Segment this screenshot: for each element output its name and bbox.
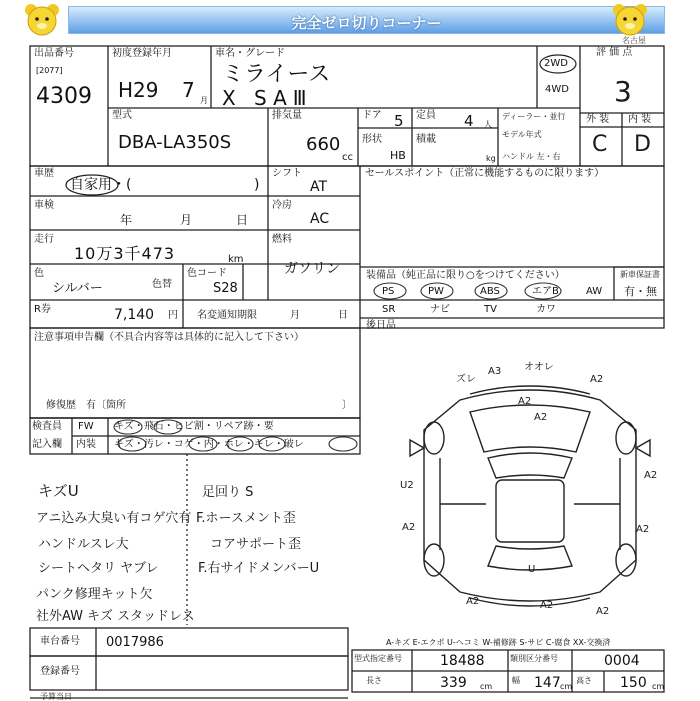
ac-label: 冷房	[272, 200, 292, 211]
diagram-mark: ズレ	[456, 374, 476, 385]
displacement-unit: cc	[342, 152, 353, 163]
repair-label: 修復歴 有〔箇所	[46, 400, 126, 411]
first-reg-label: 初度登録年月	[112, 48, 172, 59]
inspection-month: 月	[180, 213, 193, 227]
diagram-mark: A2	[402, 522, 416, 533]
handle-label: ハンドル 左・右	[502, 152, 561, 161]
history-value: 自家用・(	[70, 177, 132, 193]
lot-number: 4309	[36, 84, 92, 109]
type-label: 型式指定番号	[354, 654, 402, 663]
color-label: 色	[34, 268, 44, 279]
history-label: 車歴	[34, 168, 54, 179]
diagram-mark: A2	[636, 524, 650, 535]
class-value: 0004	[604, 653, 640, 669]
interior-label: 内 装	[628, 114, 652, 125]
fw-items: キズ・飛石・ヒビ割・リペア跡・要	[114, 421, 274, 432]
drive-4wd: 4WD	[545, 84, 569, 95]
fw-label: FW	[78, 421, 94, 432]
diagram-mark: A2	[534, 412, 548, 423]
remark-line-right: コアサポート歪	[210, 537, 302, 552]
interior-grade: D	[634, 132, 651, 157]
width-value: 147	[534, 675, 561, 691]
shift-value: AT	[310, 179, 328, 195]
dealer-label: ディーラー・並行	[502, 112, 566, 121]
chassis-label: 車台番号	[40, 636, 80, 647]
remark-line-right: F.右サイドメンバーU	[198, 561, 320, 576]
remark-line: 社外AW キズ スタッドレス	[36, 609, 195, 624]
rating-label: 評 価 点	[596, 47, 633, 58]
height-label: 高さ	[576, 676, 592, 685]
remark-line: キズU	[38, 482, 79, 500]
ac-value: AC	[310, 211, 330, 227]
header-title: 完全ゼロ切りコーナー	[291, 14, 442, 32]
diagram-mark: オオレ	[524, 362, 554, 373]
color-code: S28	[213, 281, 238, 296]
interior-items: キズ・汚レ・コゲ・内・ホレ・キレ・破レ	[114, 439, 304, 450]
load-unit: kg	[486, 154, 496, 163]
remark-line: ハンドルスレ大	[38, 537, 129, 552]
equip-tv: TV	[484, 304, 497, 315]
equipment-label: 装備品（純正品に限り○をつけてください）	[366, 270, 565, 281]
recycle-value: 7,140	[114, 307, 155, 323]
rear-seat-label: 後日品	[366, 320, 396, 331]
color-change-label: 色替	[152, 279, 172, 290]
load-label: 積載	[416, 134, 436, 145]
doors-label: ドア	[362, 110, 382, 121]
mileage-value: 10万3千473	[74, 244, 176, 263]
recycle-unit: 円	[168, 310, 178, 321]
sales-point-label: セールスポイント（正常に機能するものに限ります）	[365, 168, 605, 179]
car-grade: X SAⅢ	[222, 86, 313, 110]
repair-close: 〕	[342, 400, 352, 411]
top-right-note: 名古屋	[622, 36, 646, 45]
equip-pw: PW	[428, 286, 444, 297]
model-label: 型式	[112, 110, 132, 121]
drive-2wd: 2WD	[544, 58, 568, 69]
diagram-mark: A2	[590, 374, 604, 385]
height-unit: cm	[652, 682, 665, 691]
capacity-label: 定員	[416, 110, 436, 121]
equip-leather: カワ	[536, 304, 556, 315]
car-name: ミライース	[222, 62, 331, 87]
length-unit: cm	[480, 682, 493, 691]
fuel-label: 燃料	[272, 234, 292, 245]
remark-line: アニ込み大臭い有コゲ穴有	[36, 511, 192, 526]
damage-legend: A-キズ E-エクボ U-ヘコミ W-補修跡 S-サビ C-腐食 XX-交換済	[386, 638, 611, 647]
shift-label: シフト	[272, 168, 302, 179]
equip-sr: SR	[382, 304, 396, 315]
entry-label: 記入欄	[32, 439, 62, 450]
first-reg-era: H29	[118, 78, 159, 102]
length-value: 339	[440, 675, 467, 691]
diagram-mark: A2	[466, 596, 480, 607]
bottom-cut-label: 予算当日	[40, 692, 72, 701]
registration-label: 登録番号	[40, 666, 80, 677]
diagram-mark: U	[528, 564, 536, 575]
type-value: 18488	[440, 653, 485, 669]
lot-sub: [2077]	[36, 66, 63, 75]
remark-line-right: 足回り S	[202, 485, 254, 500]
displacement-value: 660	[306, 134, 341, 155]
fuel-value: ガソリン	[284, 261, 340, 277]
inspection-year: 年	[120, 213, 133, 227]
equip-airbag: エアB	[532, 286, 559, 297]
displacement-label: 排気量	[272, 110, 302, 121]
equip-ps: PS	[382, 286, 395, 297]
exterior-grade: C	[592, 132, 608, 157]
recycle-label: R券	[34, 304, 51, 315]
exterior-label: 外 装	[586, 114, 610, 125]
equip-aw: AW	[586, 286, 603, 297]
inspector-label: 検査員	[32, 421, 62, 432]
remark-line: シートヘタリ ヤブレ	[38, 561, 159, 576]
width-unit: cm	[560, 682, 573, 691]
name-change-month: 月	[290, 310, 300, 321]
diagram-mark: A3	[488, 366, 502, 377]
car-damage-diagram	[400, 360, 670, 628]
equip-navi: ナビ	[430, 304, 450, 315]
diagram-mark: U2	[400, 480, 414, 491]
color-value: シルバー	[52, 281, 103, 296]
notes-label: 注意事項申告欄（不具合内容等は具体的に記入して下さい）	[34, 332, 304, 343]
shape-value: HB	[390, 149, 406, 162]
shape-label: 形状	[362, 134, 382, 145]
mileage-unit: km	[228, 254, 244, 265]
equip-abs: ABS	[480, 286, 500, 297]
warranty-label: 新車保証書	[620, 270, 660, 279]
car-label: 車名・グレード	[215, 48, 285, 59]
interior-row-label: 内装	[76, 439, 96, 450]
capacity-value: 4	[464, 112, 474, 130]
name-change-label: 名変通知期限	[197, 310, 257, 321]
first-reg-unit: 月	[200, 96, 208, 105]
diagram-mark: A2	[540, 600, 554, 611]
color-code-label: 色コード	[187, 268, 227, 279]
first-reg-month: 7	[182, 78, 195, 102]
capacity-unit: 人	[484, 120, 492, 129]
diagram-mark: A2	[596, 606, 610, 617]
model-value: DBA-LA350S	[118, 132, 232, 153]
height-value: 150	[620, 675, 647, 691]
history-close: )	[254, 177, 260, 193]
lot-label: 出品番号	[34, 48, 74, 59]
length-label: 長さ	[366, 676, 382, 685]
diagram-mark: A2	[644, 470, 658, 481]
remark-line-right: F.ホースメント歪	[196, 511, 296, 526]
width-label: 幅	[512, 676, 520, 685]
name-change-day: 日	[338, 310, 348, 321]
rating-score: 3	[614, 75, 632, 108]
model-year-label: モデル年式	[502, 130, 542, 139]
inspection-day: 日	[236, 213, 249, 227]
class-label: 類別区分番号	[510, 654, 558, 663]
chassis-value: 0017986	[106, 635, 164, 650]
warranty-value: 有・無	[624, 285, 657, 298]
remark-line: パンク修理キット欠	[36, 587, 153, 602]
diagram-mark: A2	[518, 396, 532, 407]
mileage-label: 走行	[34, 234, 54, 245]
inspection-label: 車検	[34, 200, 54, 211]
doors-value: 5	[394, 112, 404, 130]
